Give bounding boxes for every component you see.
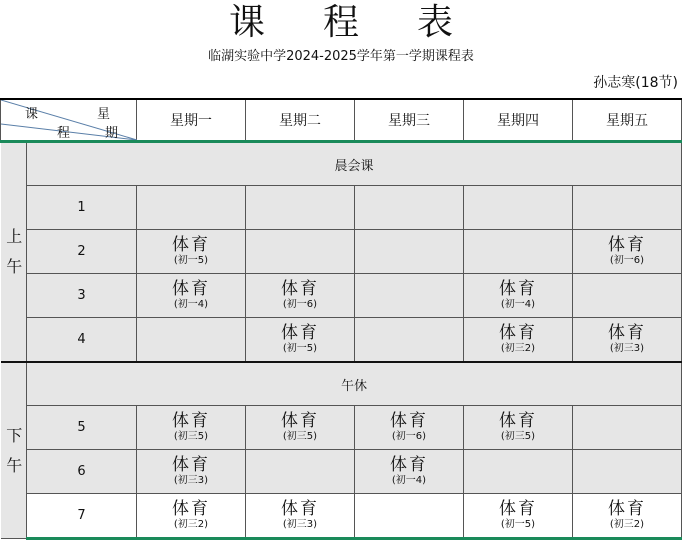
lesson-subject: 体育 (281, 279, 319, 299)
lesson-class: (初三2) (173, 519, 209, 530)
period-number: 6 (27, 450, 137, 494)
morning-assembly: 晨会课 (27, 142, 682, 186)
lesson-cell (464, 318, 573, 363)
morning-assembly-row (1, 142, 682, 186)
lesson-class: (初三3) (282, 519, 318, 530)
day-header: 星期一 (137, 99, 246, 142)
lesson-subject: 体育 (608, 323, 646, 343)
empty-cell (464, 230, 573, 274)
lesson-class: (初三2) (609, 519, 645, 530)
lesson-cell (464, 406, 573, 450)
lesson-class: (初一4) (173, 299, 209, 310)
lesson-class: (初三5) (500, 431, 536, 442)
empty-cell (355, 230, 464, 274)
empty-cell (246, 230, 355, 274)
lesson-cell (137, 406, 246, 450)
lesson-cell (246, 494, 355, 539)
morning-label-char-1: 上 (6, 227, 23, 246)
lesson-subject: 体育 (281, 411, 319, 431)
lesson-cell (573, 230, 682, 274)
corner-label-course-1: 课 (25, 107, 39, 122)
lesson-class: (初一6) (391, 431, 427, 442)
morning-label-char-2: 午 (6, 257, 23, 276)
lesson-subject: 体育 (390, 411, 428, 431)
morning-label (1, 142, 27, 363)
lesson-subject: 体育 (281, 499, 319, 519)
lesson-subject: 体育 (499, 323, 537, 343)
lesson-class: (初一5) (173, 255, 209, 266)
lesson-cell (137, 450, 246, 494)
page-subtitle: 临湖实验中学2024-2025学年第一学期课程表 (208, 49, 474, 64)
period-number: 7 (27, 494, 137, 539)
period-number: 5 (27, 406, 137, 450)
empty-cell (573, 274, 682, 318)
lesson-subject: 体育 (608, 235, 646, 255)
period-row (1, 318, 682, 363)
empty-cell (355, 274, 464, 318)
lesson-class: (初一6) (609, 255, 645, 266)
lesson-subject: 体育 (499, 279, 537, 299)
period-row (1, 450, 682, 494)
lesson-cell (464, 494, 573, 539)
period-row (1, 274, 682, 318)
empty-cell (355, 186, 464, 230)
afternoon-label-char-2: 午 (6, 455, 23, 475)
afternoon-label-char-1: 下 (6, 425, 23, 445)
lesson-subject: 体育 (172, 455, 210, 475)
page-title: 课程表 (228, 2, 511, 43)
empty-cell (137, 186, 246, 230)
teacher-name: 孙志寒(18节) (593, 75, 678, 91)
corner-label-weekday-1: 星 (97, 107, 111, 122)
lesson-cell (464, 274, 573, 318)
corner-label-course-2: 程 (57, 126, 71, 141)
lesson-class: (初三3) (609, 343, 645, 354)
day-header: 星期二 (246, 99, 355, 142)
empty-cell (573, 406, 682, 450)
lesson-subject: 体育 (281, 323, 319, 343)
day-header: 星期三 (355, 99, 464, 142)
timetable (0, 98, 682, 540)
lesson-class: (初三3) (173, 475, 209, 486)
lesson-class: (初一4) (500, 299, 536, 310)
empty-cell (573, 186, 682, 230)
lesson-class: (初三5) (282, 431, 318, 442)
lesson-cell (573, 494, 682, 539)
empty-cell (464, 450, 573, 494)
lesson-subject: 体育 (608, 499, 646, 519)
lesson-cell (246, 318, 355, 363)
period-row (1, 494, 682, 539)
lesson-cell (355, 450, 464, 494)
lesson-subject: 体育 (172, 411, 210, 431)
lesson-class: (初一5) (282, 343, 318, 354)
header-row (1, 99, 682, 142)
lesson-subject: 体育 (172, 235, 210, 255)
period-row (1, 186, 682, 230)
lesson-subject: 体育 (390, 455, 428, 475)
lesson-subject: 体育 (172, 499, 210, 519)
period-row (1, 406, 682, 450)
empty-cell (137, 318, 246, 363)
period-number: 1 (27, 186, 137, 230)
empty-cell (464, 186, 573, 230)
lesson-class: (初一6) (282, 299, 318, 310)
lesson-class: (初一4) (391, 475, 427, 486)
afternoon-label (1, 362, 27, 539)
period-number: 3 (27, 274, 137, 318)
empty-cell (246, 450, 355, 494)
lesson-cell (137, 494, 246, 539)
lesson-cell (246, 274, 355, 318)
lesson-cell (246, 406, 355, 450)
lesson-class: (初一5) (500, 519, 536, 530)
day-header: 星期四 (464, 99, 573, 142)
period-number: 2 (27, 230, 137, 274)
corner-cell (1, 99, 137, 142)
lesson-cell (573, 318, 682, 363)
empty-cell (246, 186, 355, 230)
lesson-cell (137, 230, 246, 274)
period-row (1, 230, 682, 274)
noon-break-row (1, 362, 682, 406)
period-number: 4 (27, 318, 137, 363)
lesson-cell (355, 406, 464, 450)
lesson-subject: 体育 (499, 499, 537, 519)
empty-cell (355, 494, 464, 539)
empty-cell (573, 450, 682, 494)
lesson-class: (初三2) (500, 343, 536, 354)
lesson-class: (初三5) (173, 431, 209, 442)
day-header: 星期五 (573, 99, 682, 142)
noon-break: 午休 (27, 362, 682, 406)
lesson-subject: 体育 (172, 279, 210, 299)
empty-cell (355, 318, 464, 363)
lesson-subject: 体育 (499, 411, 537, 431)
corner-label-weekday-2: 期 (105, 126, 119, 141)
lesson-cell (137, 274, 246, 318)
